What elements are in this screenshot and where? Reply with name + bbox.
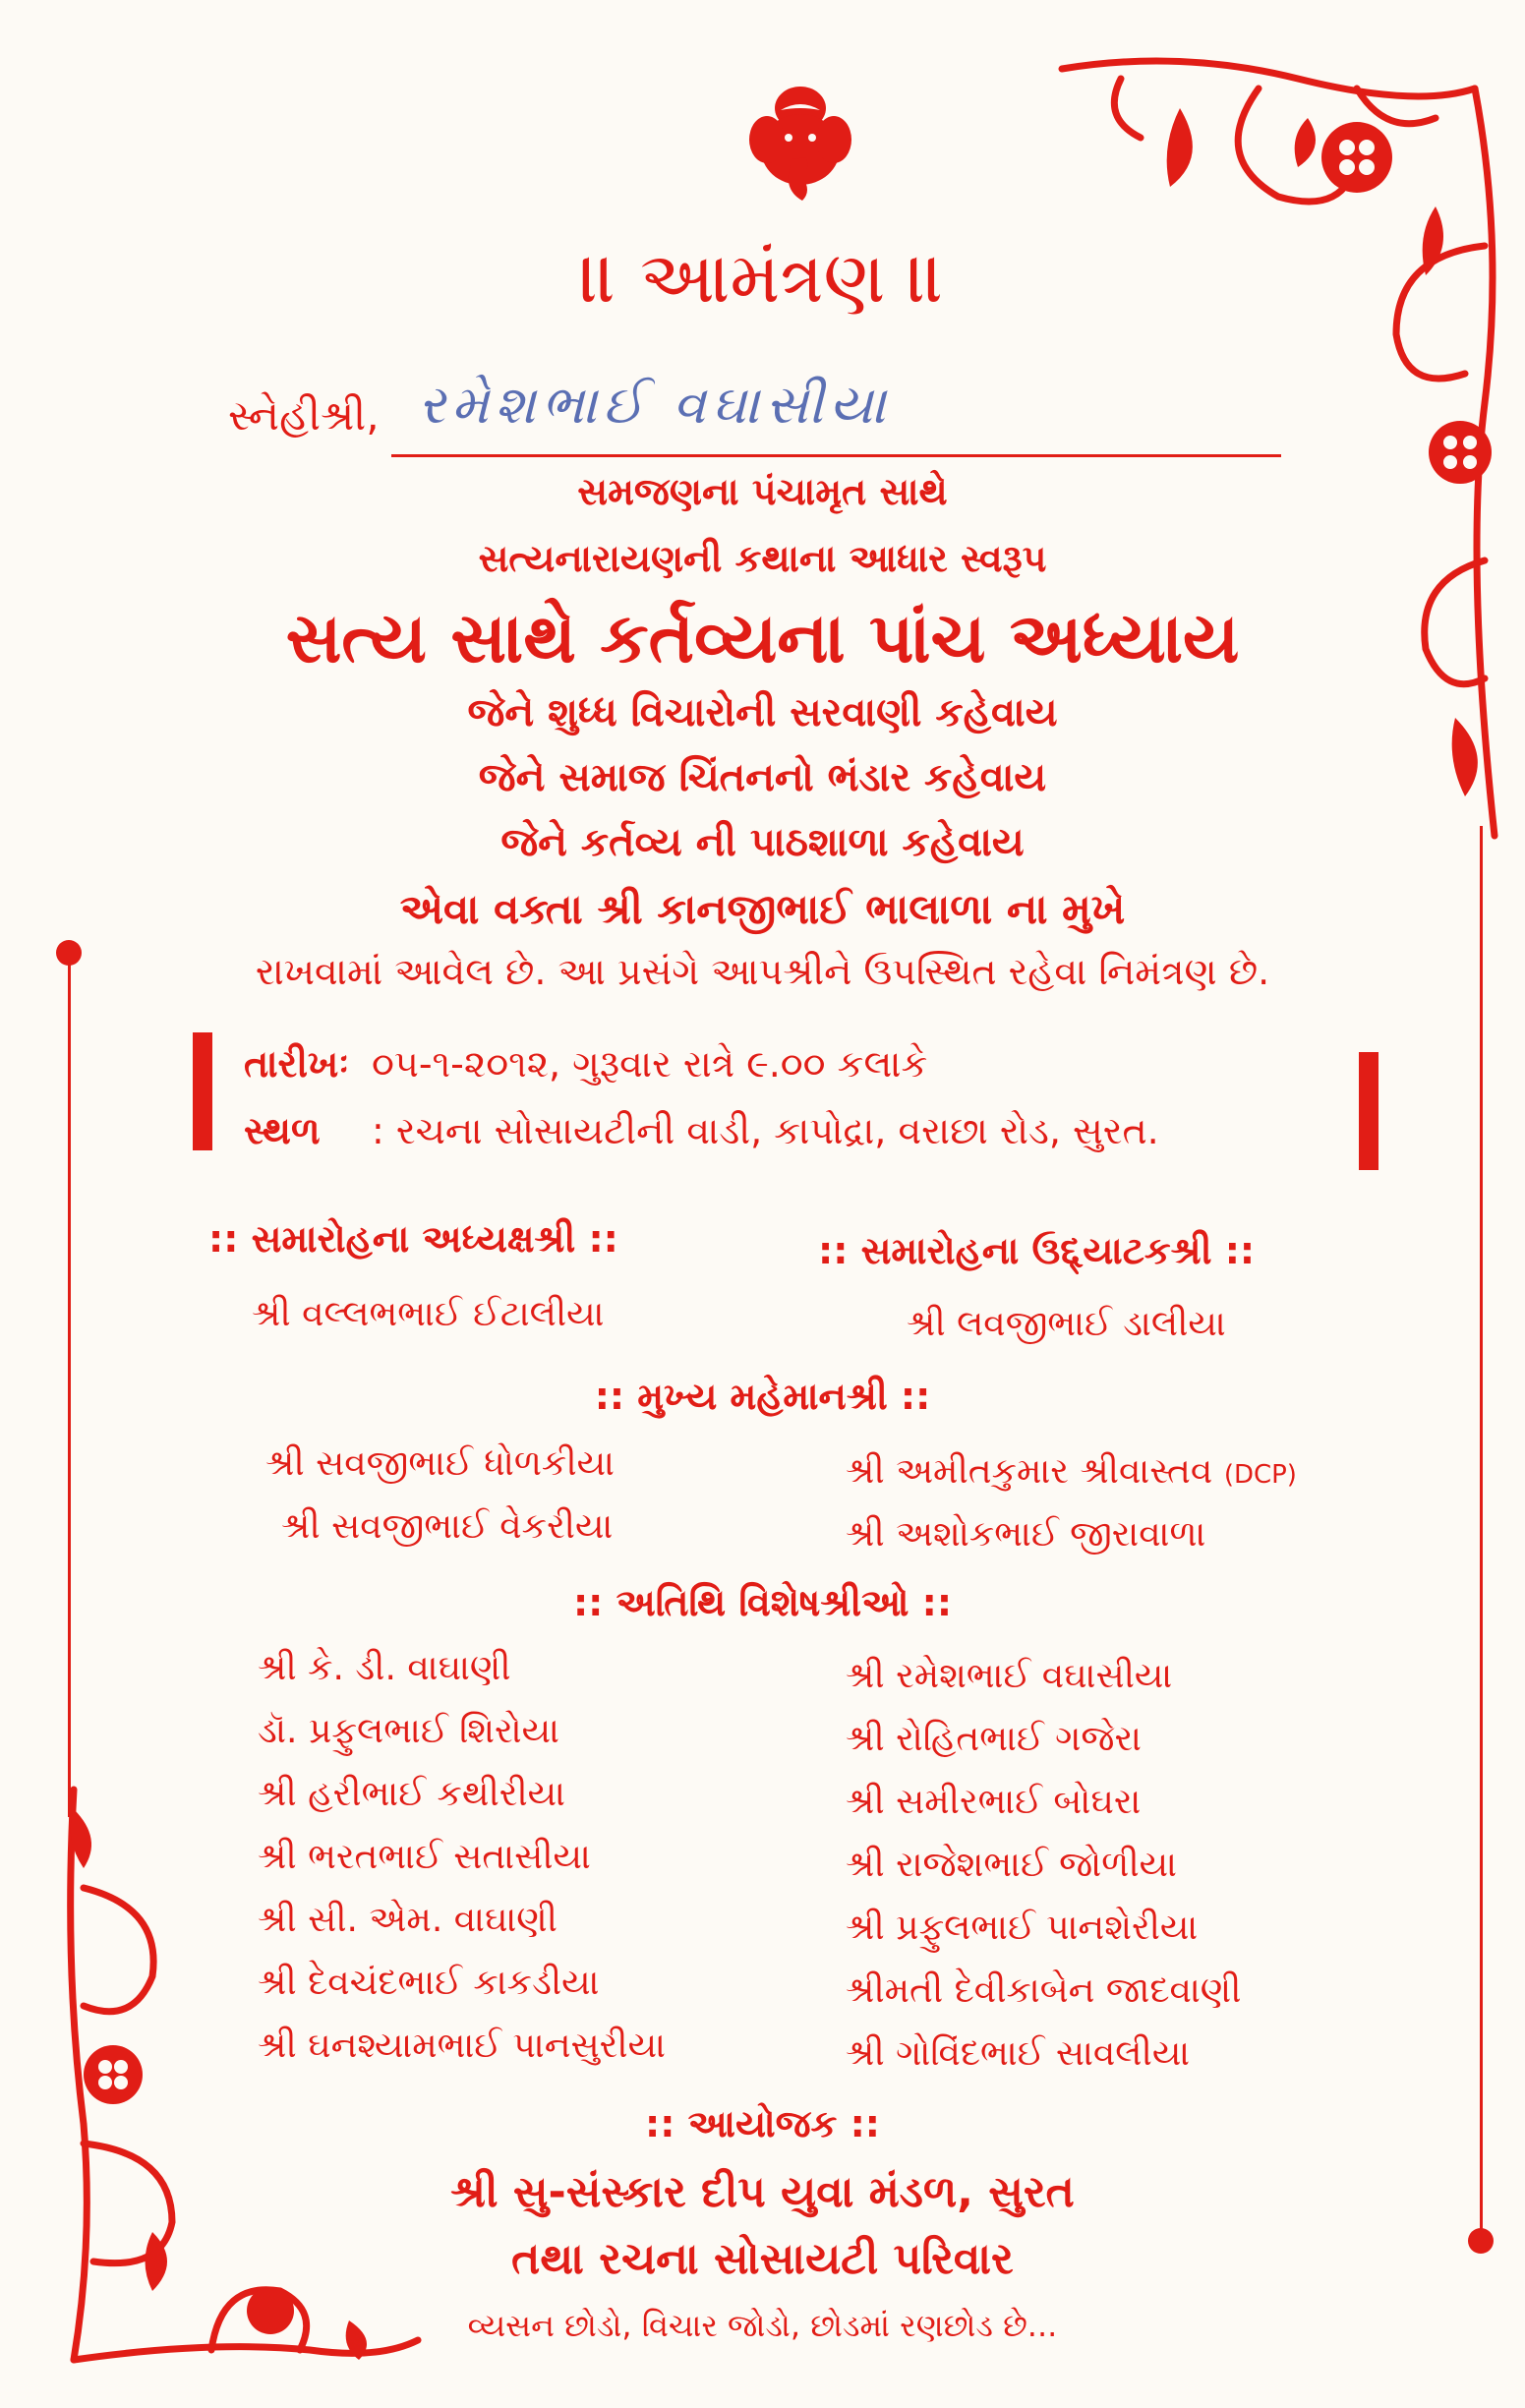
special-guest-left-1: શ્રી કે. ડી. વાઘાણી xyxy=(258,1648,511,1688)
invitation-title: ॥ આમંત્રણ ॥ xyxy=(579,236,946,319)
special-guest-right-5: શ્રી પ્રફુલભાઈ પાનશેરીયા xyxy=(846,1908,1199,1948)
special-guest-left-7: શ્રી ઘનશ્યામભાઈ પાનસુરીયા xyxy=(258,2026,666,2066)
chief-guest-left-1: શ્રી સવજીભાઈ ધોળકીયા xyxy=(265,1443,615,1484)
salutation-label: સ્નેહીશ્રી, xyxy=(228,391,380,440)
special-guest-right-3: શ્રી સમીરભાઈ બોઘરા xyxy=(846,1782,1142,1822)
ganesha-icon xyxy=(741,81,859,208)
date-value: ૦૫-૧-૨૦૧૨, ગુરૂવાર રાત્રે ૯.૦૦ કલાકે xyxy=(372,1042,928,1086)
desc-line-4: એવા વક્તા શ્રી કાનજીભાઈ ભાલાળા ના મુખે xyxy=(399,885,1126,933)
special-guest-left-6: શ્રી દેવચંદભાઈ કાકડીયા xyxy=(258,1963,600,2003)
venue-label: સ્થળ xyxy=(244,1109,321,1152)
chief-guest-right-1-name: શ્રી અમીતકુમાર શ્રીવાસ્તવ xyxy=(846,1451,1213,1492)
special-guest-right-6: શ્રીમતી દેવીકાબેન જાદવાણી xyxy=(846,1970,1242,2011)
organizer-line-1: શ્રી સુ-સંસ્કાર દીપ યુવા મંડળ, સુરત xyxy=(450,2167,1075,2217)
special-guest-left-2: ડૉ. પ્રફુલભાઈ શિરોયા xyxy=(258,1711,559,1751)
special-guest-right-2: શ્રી રોહિતભાઈ ગજેરા xyxy=(846,1719,1142,1759)
organizer-heading: :: આયોજક :: xyxy=(645,2102,880,2145)
special-guest-left-4: શ્રી ભરતભાઈ સતાસીયા xyxy=(258,1837,591,1877)
invitee-name: રમેશભાઈ વઘાસીયા xyxy=(418,374,892,436)
chief-guests-heading: :: મુખ્ય મહેમાનશ્રી :: xyxy=(594,1375,931,1418)
desc-line-3: જેને કર્તવ્ય ની પાઠશાળા કહેવાય xyxy=(500,820,1025,865)
chief-guest-suffix: (DCP) xyxy=(1223,1460,1297,1490)
special-guests-heading: :: અતિથિ વિશેષશ્રીઓ :: xyxy=(572,1581,953,1624)
chief-guest-right-1 xyxy=(846,1451,1297,1493)
special-guest-left-3: શ્રી હરીભાઈ કથીરીયા xyxy=(258,1774,565,1814)
inaugurator-heading: :: સમારોહના ઉદ્દ્યાટકશ્રી :: xyxy=(818,1229,1256,1272)
intro-line-2: સત્યનારાયણની કથાના આધાર સ્વરૂપ xyxy=(478,537,1047,580)
invitee-name-line xyxy=(391,454,1281,457)
date-bar-right xyxy=(1359,1052,1378,1170)
special-guest-right-1: શ્રી રમેશભાઈ વઘાસીયા xyxy=(846,1656,1173,1696)
main-title: સત્ય સાથે કર્તવ્યના પાંચ અધ્યાય xyxy=(285,598,1240,678)
special-guest-right-4: શ્રી રાજેશભાઈ જોળીયા xyxy=(846,1845,1177,1885)
footer-slogan: વ્યસન છોડો, વિચાર જોડો, છોડમાં રણછોડ છે... xyxy=(467,2307,1058,2344)
date-label: તારીખઃ xyxy=(244,1042,350,1086)
desc-line-5: રાખવામાં આવેલ છે. આ પ્રસંગે આપશ્રીને ઉપસ્થિત રહેવા નિમંત્રણ છે. xyxy=(255,950,1270,993)
right-border-rule xyxy=(1480,826,1483,2242)
intro-line-1: સમજણના પંચામૃત સાથે xyxy=(577,470,948,513)
inaugurator-name: શ્રી લવજીભાઈ ડાલીયા xyxy=(907,1304,1226,1344)
desc-line-2: જેને સમાજ ચિંતનનો ભંડાર કહેવાય xyxy=(478,755,1047,800)
desc-line-1: જેને શુધ્ધ વિચારોની સરવાણી કહેવાય xyxy=(467,690,1058,735)
president-name: શ્રી વલ્લભભાઈ ઈટાલીયા xyxy=(252,1294,605,1334)
special-guest-right-7: શ્રી ગોવિંદભાઈ સાવલીયા xyxy=(846,2033,1191,2074)
date-bar-left xyxy=(193,1032,212,1150)
president-heading: :: સમારોહના અધ્યક્ષશ્રી :: xyxy=(208,1217,618,1261)
chief-guest-left-2: શ્રી સવજીભાઈ વેકરીયા xyxy=(281,1506,614,1547)
chief-guest-right-2: શ્રી અશોકભાઈ જીરાવાળા xyxy=(846,1514,1206,1555)
special-guest-left-5: શ્રી સી. એમ. વાઘાણી xyxy=(258,1900,557,1940)
organizer-line-2: તથા રચના સોસાયટી પરિવાર xyxy=(511,2234,1014,2284)
venue-value: : રચના સોસાયટીની વાડી, કાપોદ્રા, વરાછા રોડ, સુરત. xyxy=(372,1109,1159,1152)
